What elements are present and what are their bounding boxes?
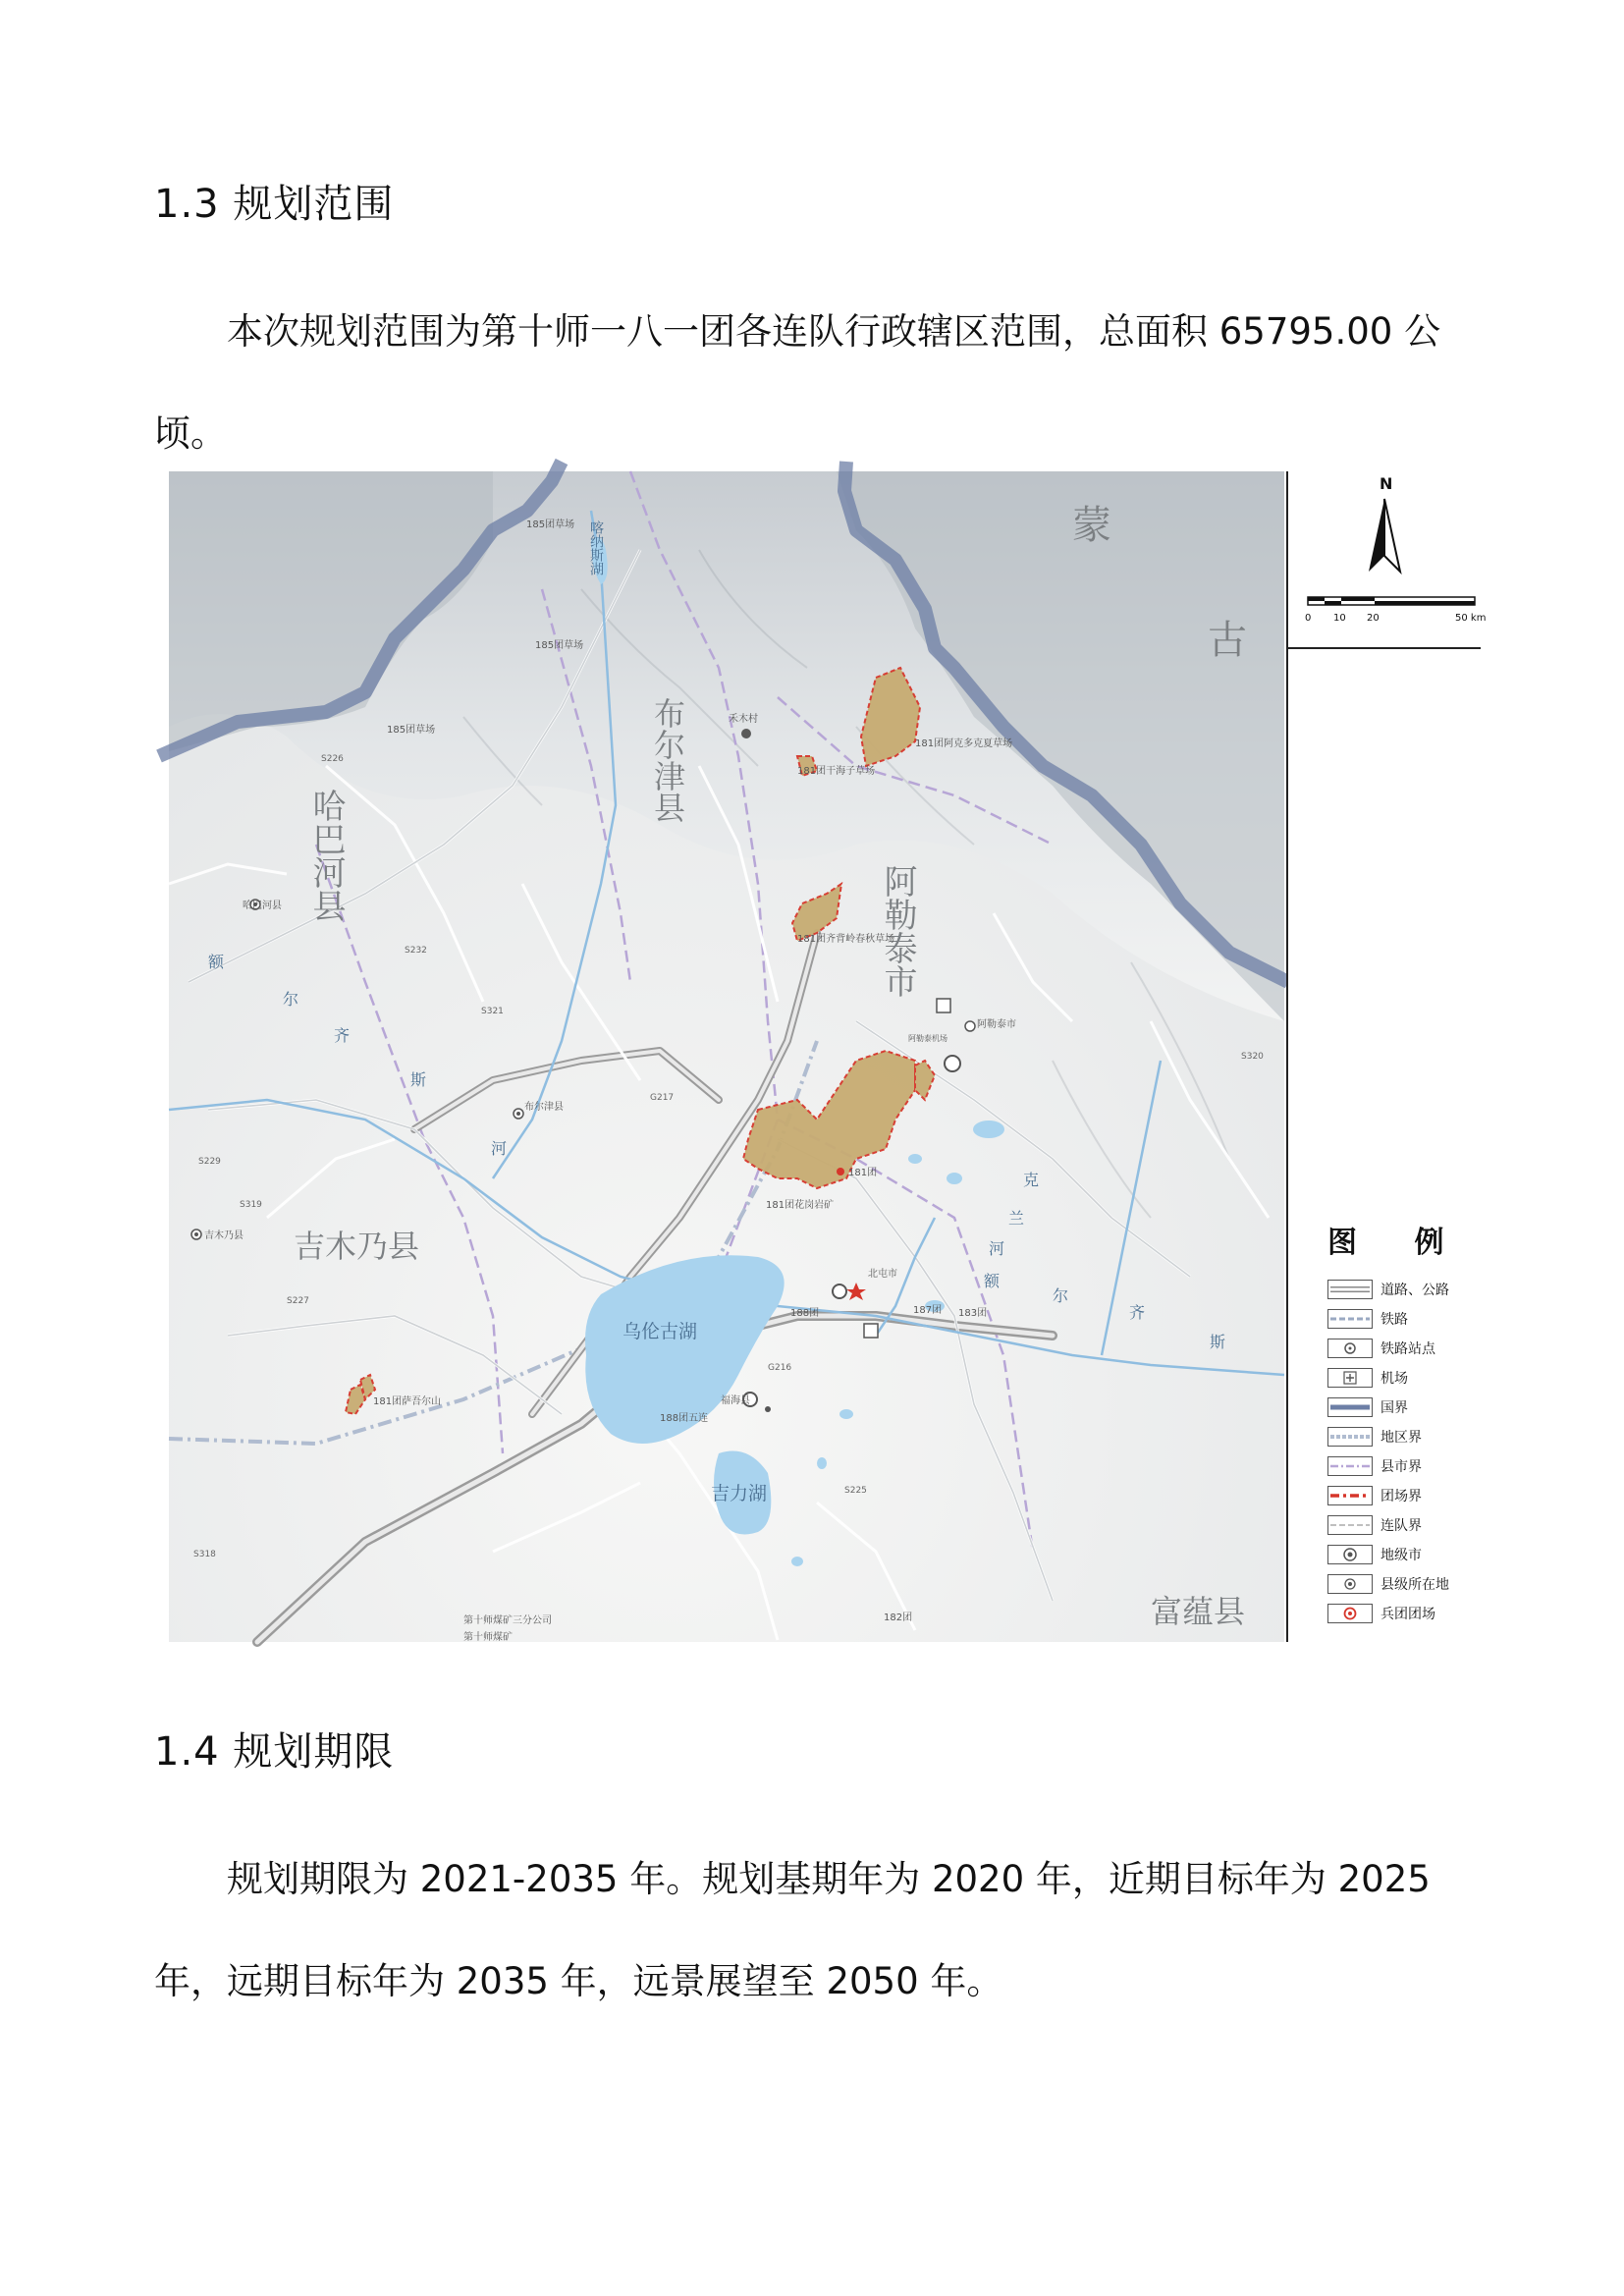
river-char: 兰 xyxy=(1008,1209,1025,1228)
road-label: S226 xyxy=(321,754,344,764)
road-label: S229 xyxy=(198,1157,221,1167)
label-fuhai-county: 福海县 xyxy=(721,1395,750,1406)
label-182-regiment: 182团 xyxy=(884,1613,913,1623)
prefecture-city-swatch-icon xyxy=(1327,1545,1373,1564)
svg-text:N: N xyxy=(1380,474,1393,493)
road-label: S227 xyxy=(287,1296,309,1306)
label-kanas-lake: 喀纳斯湖 xyxy=(588,520,604,575)
section-heading-period: 1.4 规划期限 xyxy=(154,1729,395,1775)
river-char: 尔 xyxy=(1053,1286,1069,1305)
planning-scope-map xyxy=(169,471,1487,1643)
road-label: S225 xyxy=(844,1486,867,1496)
label-coal-branch: 第十师煤矿三分公司 xyxy=(463,1615,552,1626)
river-char: 额 xyxy=(984,1272,1001,1290)
label-fuyun-county: 富蕴县 xyxy=(1151,1593,1246,1630)
road-label: S318 xyxy=(193,1550,216,1559)
railway-swatch-icon xyxy=(1327,1309,1373,1329)
road-swatch-icon xyxy=(1327,1280,1373,1299)
legend-label: 地级市 xyxy=(1380,1548,1422,1563)
regiment-border-swatch-icon xyxy=(1327,1486,1373,1505)
legend-county-seat xyxy=(1327,1573,1449,1595)
label-181-sawur-mountain: 181团萨吾尔山 xyxy=(373,1396,442,1407)
label-185-pasture-a: 185团草场 xyxy=(526,519,575,530)
label-altay-town: 阿勒泰市 xyxy=(977,1019,1016,1030)
road-label: S320 xyxy=(1241,1052,1264,1062)
label-hemu-village: 禾木村 xyxy=(729,714,758,725)
label-187-regiment: 187团 xyxy=(913,1305,943,1316)
label-mongolia-2: 古 xyxy=(1208,618,1247,663)
legend-label: 道路、公路 xyxy=(1380,1283,1449,1298)
road-label: G217 xyxy=(650,1093,675,1103)
legend-label: 连队界 xyxy=(1380,1518,1422,1534)
map-legend-panel xyxy=(1286,471,1487,1642)
road-label: G216 xyxy=(768,1363,792,1373)
label-181-ganhaizi-pasture: 181团干海子草场 xyxy=(797,766,876,777)
label-coal-mine: 第十师煤矿 xyxy=(463,1632,513,1643)
river-char: 斯 xyxy=(1210,1333,1226,1351)
map-image-area xyxy=(169,471,1284,1642)
label-habahe-county: 哈巴河县 xyxy=(306,789,346,922)
label-burqin-town: 布尔津县 xyxy=(524,1102,564,1113)
road-label: S319 xyxy=(240,1200,262,1210)
label-181-granite-mine: 181团花岗岩矿 xyxy=(766,1200,835,1211)
label-181-regiment: 181团 xyxy=(848,1168,878,1178)
legend-label: 铁路 xyxy=(1380,1312,1408,1328)
label-jili-lake: 吉力湖 xyxy=(711,1483,768,1504)
label-181-qihuai-pasture: 181团齐背岭春秋草场 xyxy=(797,934,895,945)
legend-corps-regiment xyxy=(1327,1603,1435,1624)
scale-label-0: 0 xyxy=(1305,613,1312,624)
label-jeminay-county: 吉木乃县 xyxy=(294,1228,420,1265)
label-mongolia-1: 蒙 xyxy=(1072,503,1111,548)
river-char: 斯 xyxy=(410,1070,427,1089)
legend-road xyxy=(1327,1279,1449,1300)
label-185-pasture-c: 185团草场 xyxy=(387,725,436,736)
terrain-map-svg xyxy=(169,471,1284,1642)
label-altay-city: 阿勒泰市 xyxy=(878,864,917,998)
legend-railway xyxy=(1327,1308,1408,1330)
label-beitun-city: 北屯市 xyxy=(868,1269,897,1280)
road-label: S232 xyxy=(405,946,427,956)
legend-airport xyxy=(1327,1367,1408,1389)
legend-label: 团场界 xyxy=(1380,1489,1422,1504)
north-arrow-icon xyxy=(1288,471,1487,668)
legend-title: 图 例 xyxy=(1327,1226,1468,1260)
legend-regiment-border xyxy=(1327,1485,1422,1506)
company-border-swatch-icon xyxy=(1327,1515,1373,1535)
legend-prefecture-border xyxy=(1327,1426,1422,1448)
label-181-duoke-pasture: 181团阿克多克夏草场 xyxy=(915,738,1013,749)
river-char: 克 xyxy=(1023,1171,1040,1189)
legend-label: 机场 xyxy=(1380,1371,1408,1387)
rail-station-swatch-icon xyxy=(1327,1339,1373,1358)
county-seat-swatch-icon xyxy=(1327,1574,1373,1594)
river-char: 河 xyxy=(491,1139,508,1158)
legend-label: 国界 xyxy=(1380,1400,1408,1416)
legend-label: 铁路站点 xyxy=(1380,1341,1435,1357)
corps-regiment-swatch-icon xyxy=(1327,1604,1373,1623)
legend-rail-station xyxy=(1327,1338,1435,1359)
river-char: 额 xyxy=(208,953,225,971)
river-char: 尔 xyxy=(283,990,299,1009)
river-char: 河 xyxy=(989,1239,1005,1258)
legend-national-border xyxy=(1327,1396,1408,1418)
county-border-swatch-icon xyxy=(1327,1456,1373,1476)
scale-label-20: 20 xyxy=(1367,613,1380,624)
prefecture-border-swatch-icon xyxy=(1327,1427,1373,1447)
label-burqin-county: 布尔津县 xyxy=(649,697,686,823)
legend-label: 兵团团场 xyxy=(1380,1607,1435,1622)
national-border-swatch-icon xyxy=(1327,1397,1373,1417)
legend-label: 县级所在地 xyxy=(1380,1577,1449,1593)
section-heading-scope: 1.3 规划范围 xyxy=(154,182,395,227)
road-label: S321 xyxy=(481,1007,504,1016)
label-188-fifth-company: 188团五连 xyxy=(660,1413,709,1424)
period-paragraph: 规划期限为 2021-2035 年。规划基期年为 2020 年，近期目标年为 2025 年，远期目标年为 2035 年，远景展望至 2050 年。 xyxy=(154,1858,1431,2002)
label-ulungur-lake: 乌伦古湖 xyxy=(623,1321,698,1342)
scale-label-10: 10 xyxy=(1333,613,1346,624)
legend-company-border xyxy=(1327,1514,1422,1536)
label-habahe-town: 哈巴河县 xyxy=(243,901,282,911)
river-char: 齐 xyxy=(334,1026,351,1045)
river-char: 齐 xyxy=(1129,1303,1146,1322)
scale-label-50: 50 km xyxy=(1455,613,1487,624)
label-183-regiment: 183团 xyxy=(958,1308,988,1319)
label-altay-airport: 阿勒泰机场 xyxy=(908,1034,947,1043)
legend-prefecture-city xyxy=(1327,1544,1422,1565)
legend-label: 地区界 xyxy=(1380,1430,1422,1446)
label-jeminay-town: 吉木乃县 xyxy=(204,1230,244,1241)
legend-label: 县市界 xyxy=(1380,1459,1422,1475)
label-188-regiment: 188团 xyxy=(790,1308,820,1319)
airport-swatch-icon xyxy=(1327,1368,1373,1388)
scope-paragraph: 本次规划范围为第十师一八一团各连队行政辖区范围，总面积 65795.00 公顷。 xyxy=(154,310,1441,455)
legend-county-border xyxy=(1327,1455,1422,1477)
label-185-pasture-b: 185团草场 xyxy=(535,640,584,651)
